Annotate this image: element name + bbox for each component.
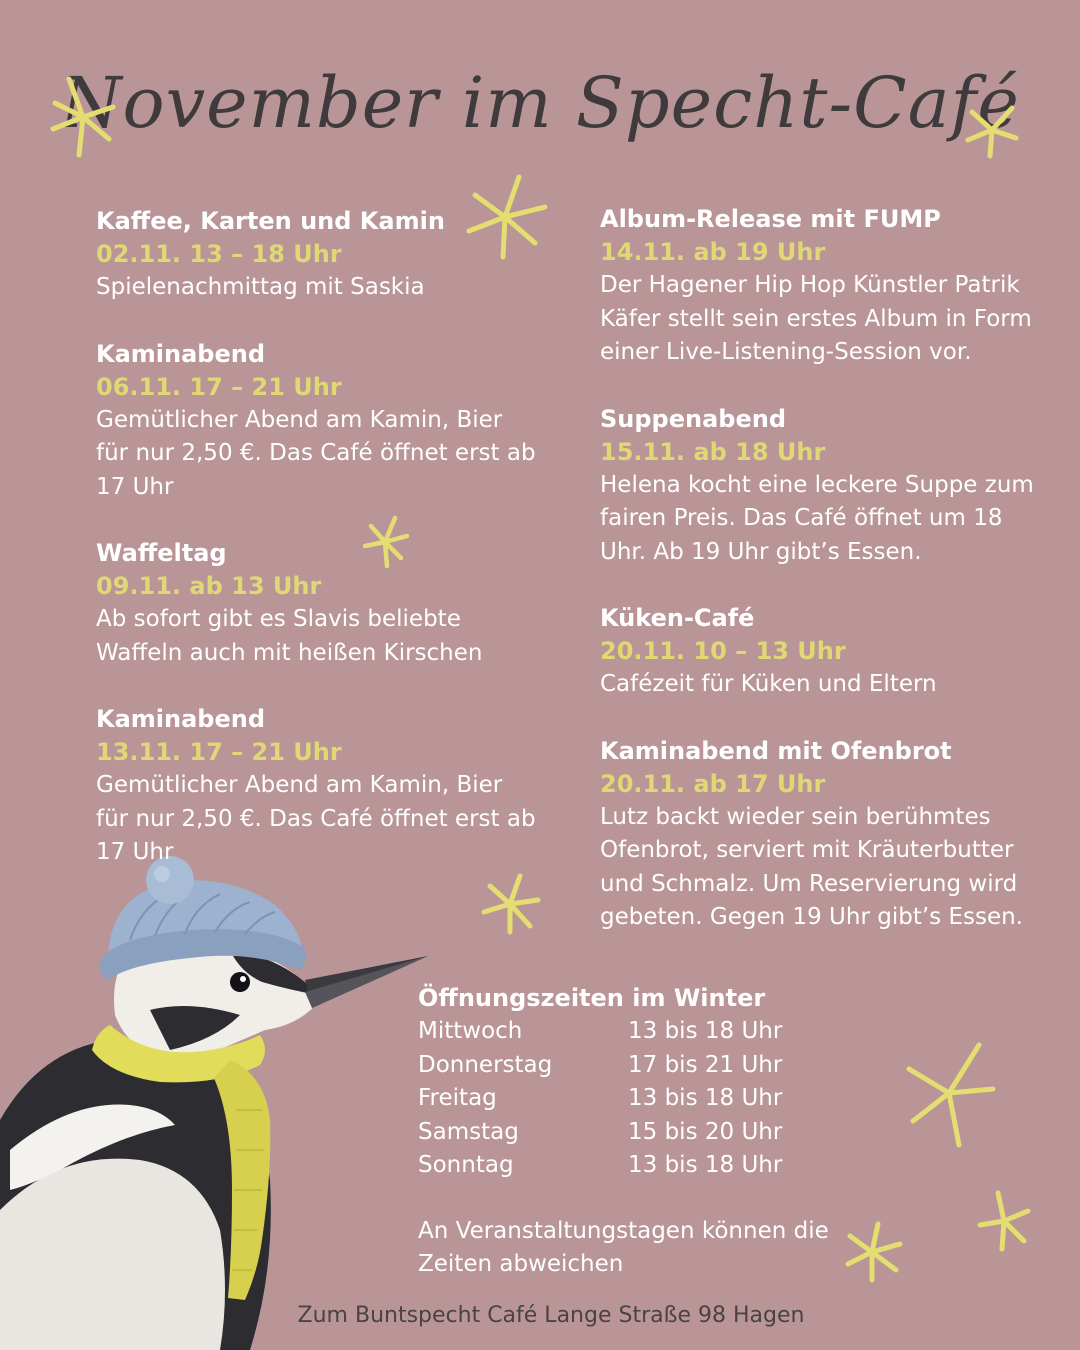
hours-row bbox=[418, 1116, 858, 1150]
event-item bbox=[600, 602, 1040, 702]
event-date: 02.11. 13 – 18 Uhr bbox=[96, 240, 342, 268]
hours-note: An Veranstaltungstagen können die Zeiten abweichen bbox=[418, 1217, 829, 1277]
opening-hours bbox=[418, 982, 858, 1282]
hours-row bbox=[418, 1015, 858, 1049]
event-title: Kaminabend mit Ofenbrot bbox=[600, 736, 952, 765]
event-date: 06.11. 17 – 21 Uhr bbox=[96, 372, 342, 401]
event-item bbox=[96, 205, 536, 305]
hours-day: Samstag bbox=[418, 1118, 519, 1145]
hours-row bbox=[418, 1149, 858, 1183]
event-date: 13.11. 17 – 21 Uhr bbox=[96, 738, 342, 766]
event-description: Ab sofort gibt es Slavis beliebte Waffeln auch mit heißen Kirschen bbox=[96, 606, 483, 666]
hours-day: Sonntag bbox=[418, 1152, 514, 1178]
event-title: Kaminabend bbox=[96, 705, 266, 733]
event-item bbox=[96, 703, 536, 870]
hours-time: 13 bis 18 Uhr bbox=[628, 1085, 783, 1111]
hours-time: 13 bis 18 Uhr bbox=[628, 1152, 783, 1178]
event-item bbox=[600, 403, 1040, 570]
events-left-column bbox=[96, 205, 536, 903]
star-doodle-icon bbox=[48, 72, 118, 162]
opening-hours-title: Öffnungszeiten im Winter bbox=[418, 984, 766, 1012]
hours-time: 15 bis 20 Uhr bbox=[628, 1118, 783, 1145]
event-description: Cafézeit für Küken und Eltern bbox=[600, 671, 937, 697]
event-date: 15.11. ab 18 Uhr bbox=[600, 437, 826, 466]
event-title: Kaminabend bbox=[96, 339, 266, 368]
woodpecker-illustration bbox=[0, 850, 440, 1350]
star-doodle-icon bbox=[962, 100, 1022, 160]
event-description: Der Hagener Hip Hop Künstler Patrik Käfer stellt sein erstes Album in Form einer Live-Listening-Session vor. bbox=[600, 272, 1032, 365]
hours-time: 17 bis 21 Uhr bbox=[628, 1051, 783, 1078]
event-item bbox=[96, 338, 536, 505]
event-description: Helena kocht eine leckere Suppe zum fairen Preis. Das Café öffnet um 18 Uhr. Ab 19 Uhr gibt’s Essen. bbox=[600, 471, 1034, 565]
events-right-column bbox=[600, 203, 1040, 968]
hours-row bbox=[418, 1049, 858, 1083]
hours-day: Donnerstag bbox=[418, 1051, 553, 1078]
hours-day: Freitag bbox=[418, 1085, 497, 1111]
hours-day: Mittwoch bbox=[418, 1018, 523, 1044]
star-doodle-icon bbox=[976, 1190, 1032, 1252]
event-item bbox=[600, 735, 1040, 935]
hours-row bbox=[418, 1082, 858, 1116]
event-item bbox=[600, 203, 1040, 370]
event-title: Waffeltag bbox=[96, 539, 227, 567]
event-item bbox=[96, 537, 536, 670]
event-title: Kaffee, Karten und Kamin bbox=[96, 207, 445, 235]
event-description: Spielenachmittag mit Saskia bbox=[96, 274, 425, 300]
event-description: Gemütlicher Abend am Kamin, Bier für nur 2,50 €. Das Café öffnet erst ab 17 Uhr bbox=[96, 406, 536, 500]
hours-time: 13 bis 18 Uhr bbox=[628, 1018, 783, 1044]
event-date: 09.11. ab 13 Uhr bbox=[96, 572, 322, 600]
page-title: November im Specht-Café bbox=[60, 62, 1020, 144]
event-title: Küken-Café bbox=[600, 604, 755, 632]
event-date: 14.11. ab 19 Uhr bbox=[600, 238, 826, 266]
event-description: Lutz backt wieder sein berühmtes Ofenbrot, serviert mit Kräuterbutter und Schmalz. Um Reservierung wird gebeten. Gegen 19 Uhr gibt’s Essen. bbox=[600, 803, 1023, 930]
star-doodle-icon bbox=[902, 1034, 996, 1152]
footer-address: Zum Buntspecht Café Lange Straße 98 Hagen bbox=[297, 1303, 805, 1328]
event-title: Suppenabend bbox=[600, 404, 787, 433]
event-date: 20.11. 10 – 13 Uhr bbox=[600, 637, 846, 665]
event-title: Album-Release mit FUMP bbox=[600, 205, 941, 233]
event-date: 20.11. ab 17 Uhr bbox=[600, 769, 826, 798]
event-description: Gemütlicher Abend am Kamin, Bier für nur 2,50 €. Das Café öffnet erst ab 17 Uhr bbox=[96, 772, 536, 865]
